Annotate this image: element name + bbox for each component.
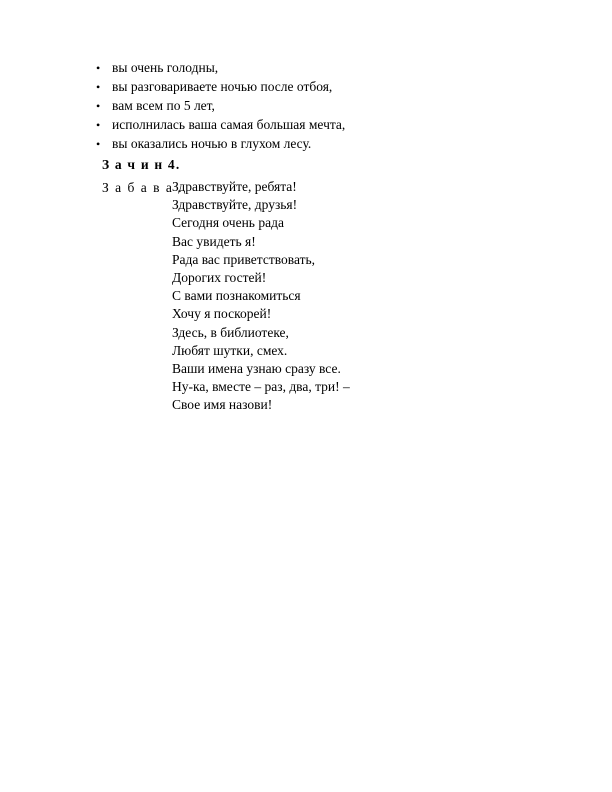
verse-line: Здравствуйте, ребята!	[172, 179, 297, 194]
bullet-text: вам всем по 5 лет,	[112, 98, 215, 113]
bullet-icon: •	[96, 61, 101, 75]
verse-line: С вами познакомиться	[172, 288, 301, 304]
bullet-text: вы оказались ночью в глухом лесу.	[112, 136, 312, 151]
verse-line: Вас увидеть я!	[172, 233, 256, 249]
verse-line: Свое имя назови!	[172, 397, 273, 413]
bullet-text: исполнилась ваша самая большая мечта,	[112, 117, 346, 132]
bullet-icon: •	[96, 118, 101, 132]
bullet-list	[96, 58, 345, 153]
bullet-text: вы очень голодны,	[112, 60, 219, 75]
bullet-icon: •	[96, 80, 101, 94]
bullet-item	[96, 77, 345, 96]
bullet-item	[96, 58, 345, 77]
verse-line: Здравствуйте, друзья!	[172, 197, 298, 213]
verse-line: Хочу я поскорей!	[172, 306, 272, 322]
bullet-text: вы разговариваете ночью после отбоя,	[112, 79, 333, 94]
bullet-item	[96, 96, 345, 115]
verse-block	[172, 178, 350, 414]
verse-line: Дорогих гостей!	[172, 269, 267, 285]
bullet-icon: •	[96, 137, 101, 151]
bullet-icon: •	[96, 99, 101, 113]
speaker-name: З а б а в а .	[102, 180, 184, 195]
bullet-item	[96, 134, 345, 153]
verse-line: Здесь, в библиотеке,	[172, 324, 289, 340]
verse-line: Сегодня очень рада	[172, 215, 284, 231]
verse-line: Ваши имена узнаю сразу все.	[172, 360, 341, 376]
verse-line: Ну-ка, вместе – раз, два, три! –	[172, 379, 350, 395]
verse-line: Рада вас приветствовать,	[172, 251, 316, 267]
verse-line: Любят шутки, смех.	[172, 342, 288, 358]
section-heading: З а ч и н 4.	[102, 157, 181, 172]
bullet-item	[96, 115, 345, 134]
